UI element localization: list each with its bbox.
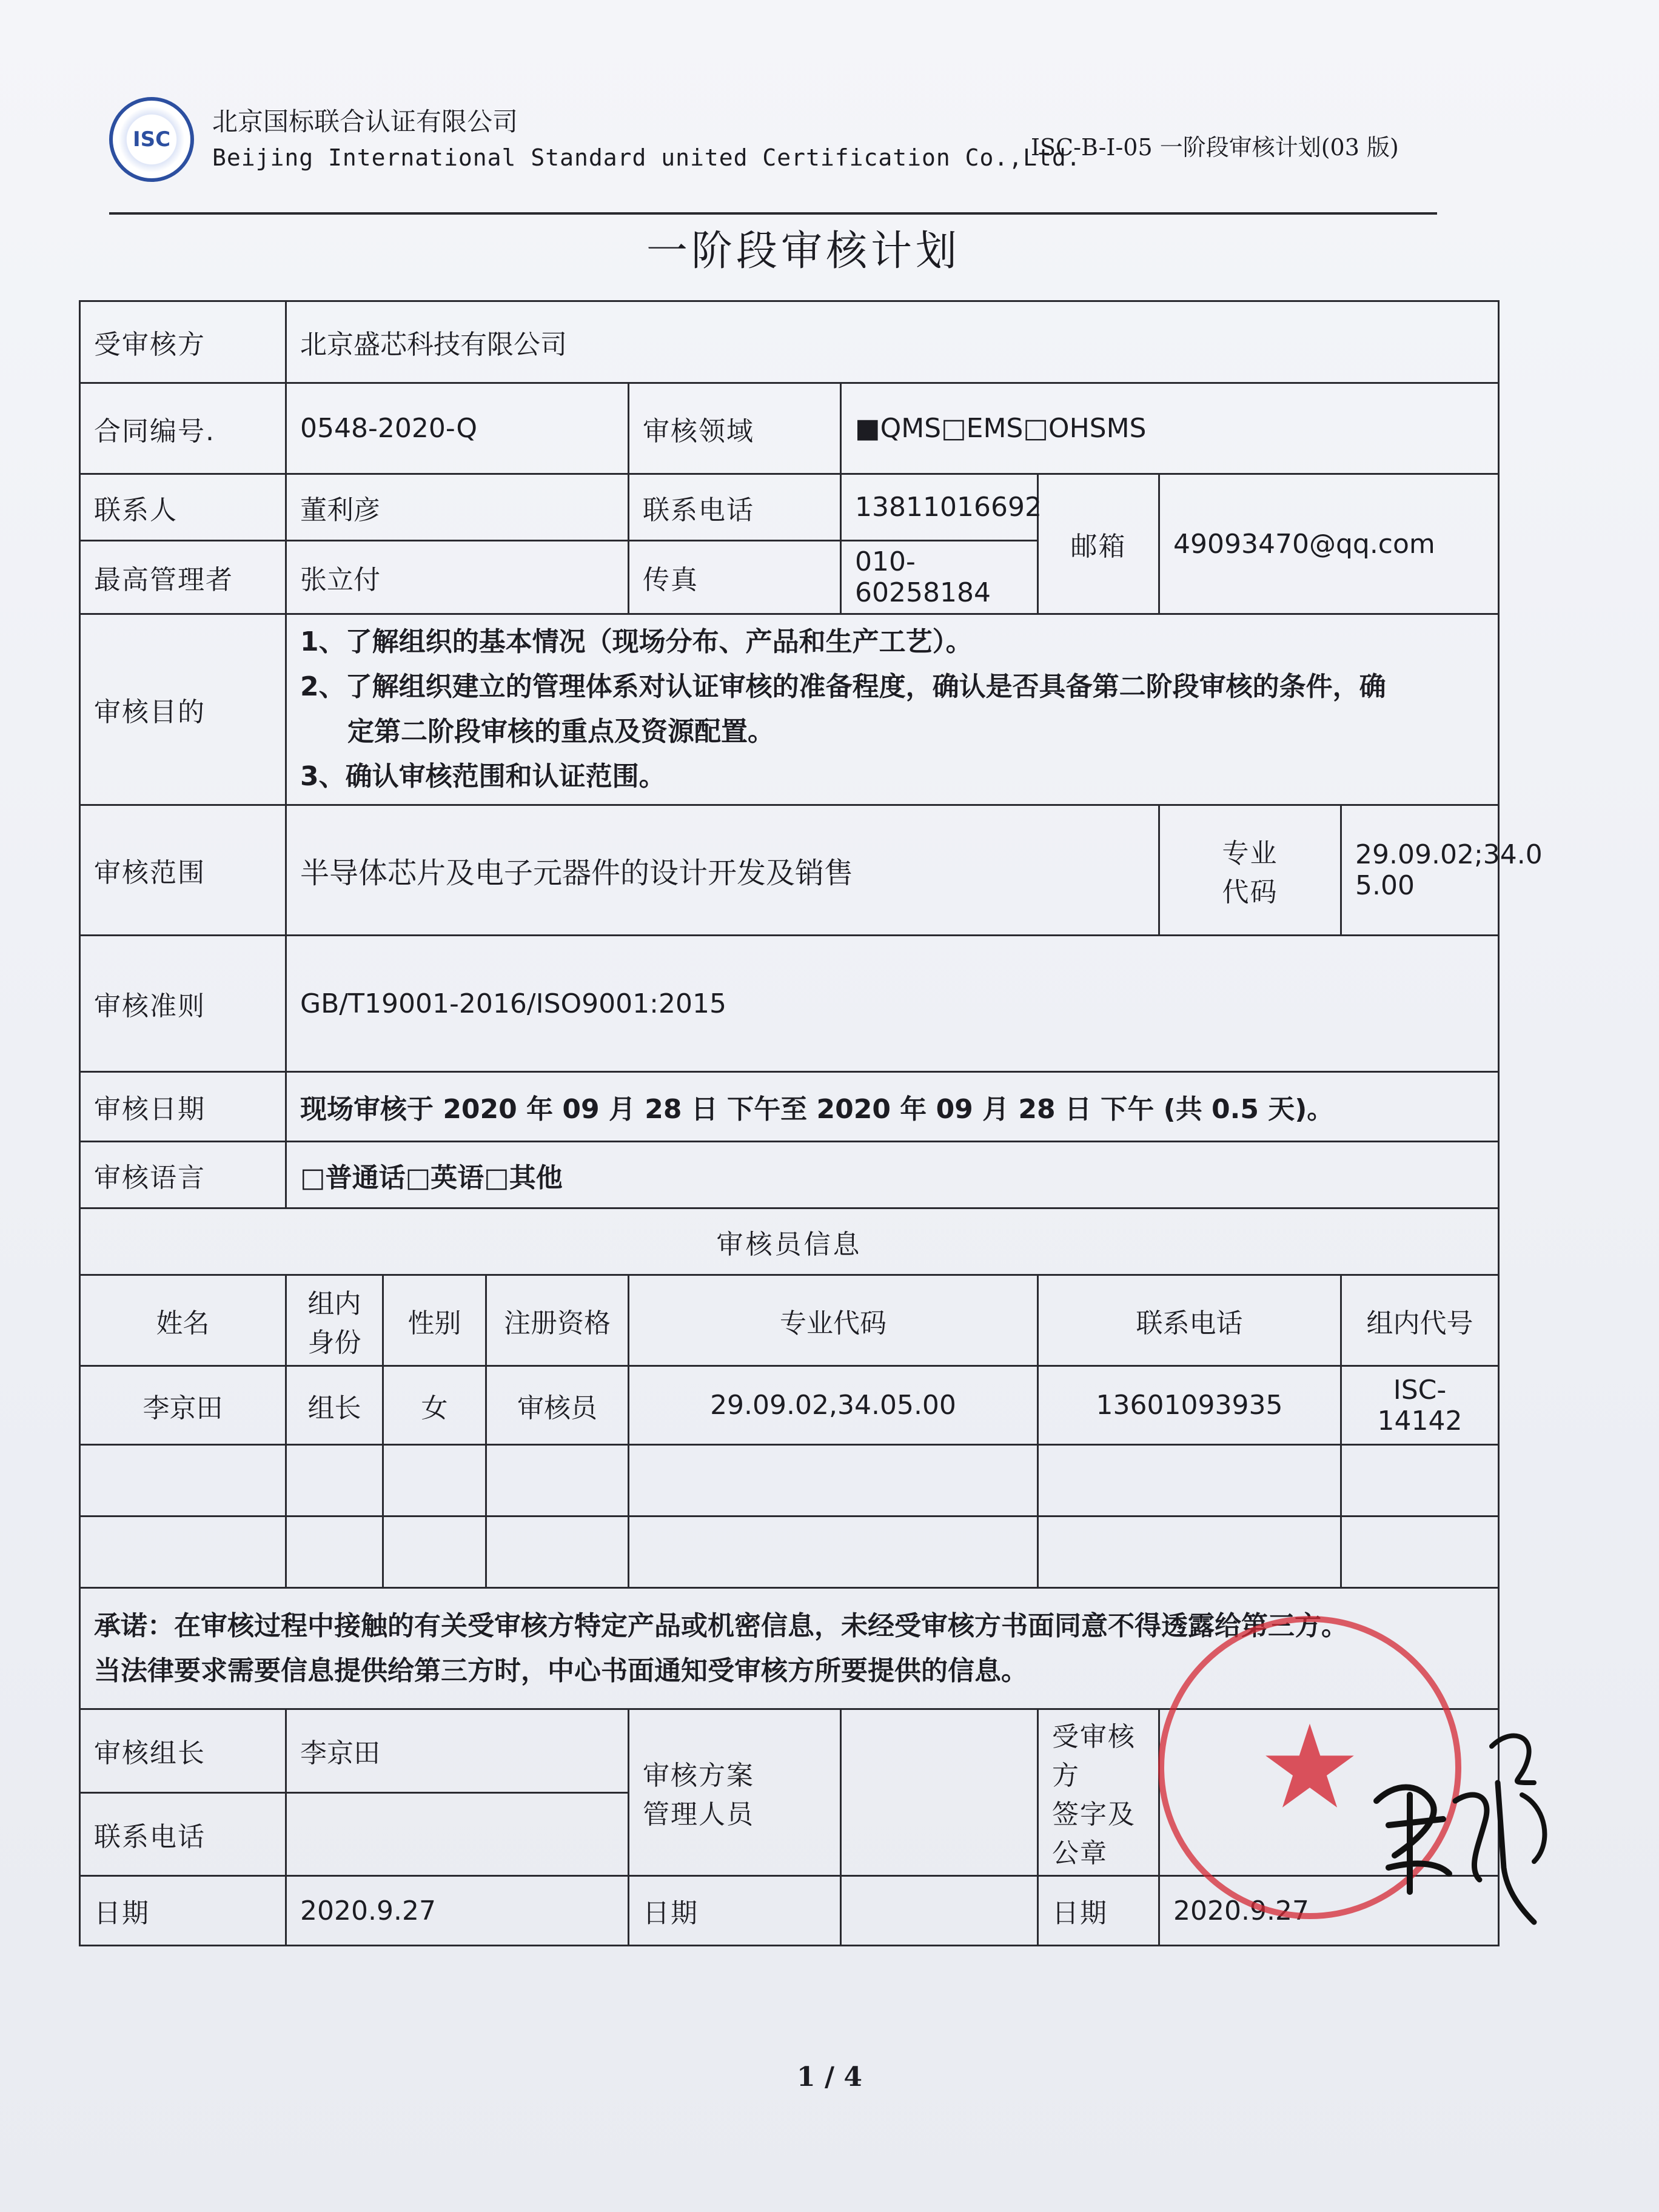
signoff-date-mid — [841, 1876, 1038, 1946]
code-label-line-1: 专业 — [1222, 838, 1278, 869]
signoff-phone-label: 联系电话 — [80, 1792, 286, 1876]
auditor-gender: 女 — [383, 1366, 486, 1445]
plan-manager-value — [841, 1709, 1038, 1876]
field-label: 审核领域 — [629, 383, 841, 474]
code-value — [1341, 805, 1543, 936]
contact-label: 联系人 — [80, 474, 286, 541]
criteria-row — [80, 936, 1499, 1072]
document-code: ISC-B-I-05 一阶段审核计划(03 版) — [1031, 134, 1399, 161]
audit-date-label: 审核日期 — [80, 1072, 286, 1142]
audit-language-value: □普通话□英语□其他 — [286, 1142, 1499, 1208]
contact-row — [80, 474, 1499, 541]
plan-manager-label-line-2: 管理人员 — [643, 1799, 754, 1830]
criteria-label: 审核准则 — [80, 936, 286, 1072]
signoff-date-label-mid: 日期 — [629, 1876, 841, 1946]
auditor-name: 李京田 — [80, 1366, 286, 1445]
purpose-item-2: 2、了解组织建立的管理体系对认证审核的准备程度，确认是否具备第二阶段审核的条件，确 — [300, 671, 1386, 702]
fax-value: 010-60258184 — [841, 541, 1038, 614]
code-value-line-1: 29.09.02;34.0 — [1355, 839, 1543, 870]
language-row — [80, 1142, 1499, 1208]
fax-label: 传真 — [629, 541, 841, 614]
code-value-line-2: 5.00 — [1355, 870, 1415, 901]
signoff-date-label-right: 日期 — [1038, 1876, 1159, 1946]
auditee-value: 北京盛芯科技有限公司 — [286, 301, 1499, 383]
handwritten-signature — [1352, 1710, 1570, 1940]
col-header-qualification: 注册资格 — [486, 1275, 629, 1366]
table-row-empty — [80, 1517, 1499, 1588]
col-header-identity-line-2: 身份 — [307, 1327, 361, 1358]
purpose-value — [286, 614, 1499, 805]
auditee-sign-label — [1038, 1709, 1159, 1876]
leader-label: 审核组长 — [80, 1709, 286, 1793]
col-header-identity — [286, 1275, 383, 1366]
purpose-item-1: 1、了解组织的基本情况（现场分布、产品和生产工艺）。 — [300, 626, 973, 657]
auditor-phone: 13601093935 — [1038, 1366, 1341, 1445]
scope-value: 半导体芯片及电子元器件的设计开发及销售 — [286, 805, 1159, 936]
phone-label: 联系电话 — [629, 474, 841, 541]
auditor-qualification: 审核员 — [486, 1366, 629, 1445]
leader-value: 李京田 — [286, 1709, 629, 1793]
auditor-code: 29.09.02,34.05.00 — [629, 1366, 1038, 1445]
auditee-row — [80, 301, 1499, 383]
auditee-label: 受审核方 — [80, 301, 286, 383]
purpose-label: 审核目的 — [80, 614, 286, 805]
col-header-group-id: 组内代号 — [1341, 1275, 1499, 1366]
col-header-name: 姓名 — [80, 1275, 286, 1366]
email-label: 邮箱 — [1038, 474, 1159, 614]
code-label-line-2: 代码 — [1222, 877, 1278, 908]
signoff-date-label-left: 日期 — [80, 1876, 286, 1946]
auditor-identity: 组长 — [286, 1366, 383, 1445]
company-name-en: Beijing International Standard united Certification Co.,Ltd. — [212, 144, 1081, 171]
contract-label: 合同编号. — [80, 383, 286, 474]
field-value: ■QMS□EMS□OHSMS — [841, 383, 1499, 474]
code-label — [1159, 805, 1341, 936]
auditor-group-id: ISC-14142 — [1341, 1366, 1499, 1445]
company-name-cn: 北京国标联合认证有限公司 — [212, 107, 518, 136]
purpose-item-2-cont: 定第二阶段审核的重点及资源配置。 — [347, 716, 774, 747]
col-header-gender: 性别 — [383, 1275, 486, 1366]
manager-value: 张立付 — [286, 541, 629, 614]
plan-manager-label — [629, 1709, 841, 1876]
col-header-code: 专业代码 — [629, 1275, 1038, 1366]
date-row — [80, 1072, 1499, 1142]
logo-text: ISC — [132, 127, 171, 152]
email-value: 49093470@qq.com — [1159, 474, 1499, 614]
page-number: 1 / 4 — [797, 2062, 862, 2093]
audit-date-value: 现场审核于 2020 年 09 月 28 日 下午至 2020 年 09 月 28 日 下午 (共 0.5 天)。 — [286, 1072, 1499, 1142]
contact-value: 董利彦 — [286, 474, 629, 541]
signoff-date-right: 2020.9.27 — [1159, 1876, 1499, 1946]
table-row-empty — [80, 1445, 1499, 1517]
auditee-sign-label-line-1: 受审核方 — [1052, 1721, 1136, 1791]
auditee-sign-label-line-2: 签字及公章 — [1052, 1799, 1136, 1869]
purpose-item-3: 3、确认审核范围和认证范围。 — [300, 761, 666, 792]
audit-language-label: 审核语言 — [80, 1142, 286, 1208]
table-row — [80, 1366, 1499, 1445]
purpose-row — [80, 614, 1499, 805]
contract-value: 0548-2020-Q — [286, 383, 629, 474]
commitment-line-2: 当法律要求需要信息提供给第三方时，中心书面通知受审核方所要提供的信息。 — [94, 1655, 1028, 1686]
company-logo — [109, 97, 194, 182]
header-divider — [109, 212, 1437, 215]
page-title: 一阶段审核计划 — [646, 227, 960, 275]
contract-row — [80, 383, 1499, 474]
signoff-date-left: 2020.9.27 — [286, 1876, 629, 1946]
plan-manager-label-line-1: 审核方案 — [643, 1760, 754, 1791]
phone-value: 13811016692 — [841, 474, 1038, 541]
auditor-header-row — [80, 1275, 1499, 1366]
seal-star-icon: ★ — [1258, 1700, 1362, 1834]
scope-row — [80, 805, 1499, 936]
auditor-section-title: 审核员信息 — [80, 1208, 1499, 1275]
auditor-section-row — [80, 1208, 1499, 1275]
commitment-line-1: 承诺：在审核过程中接触的有关受审核方特定产品或机密信息，未经受审核方书面同意不得透露给第三方。 — [94, 1610, 1348, 1641]
signoff-phone-value — [286, 1792, 629, 1876]
manager-label: 最高管理者 — [80, 541, 286, 614]
col-header-phone: 联系电话 — [1038, 1275, 1341, 1366]
col-header-identity-line-1: 组内 — [307, 1288, 361, 1319]
criteria-value: GB/T19001-2016/ISO9001:2015 — [286, 936, 1499, 1072]
scope-label: 审核范围 — [80, 805, 286, 936]
